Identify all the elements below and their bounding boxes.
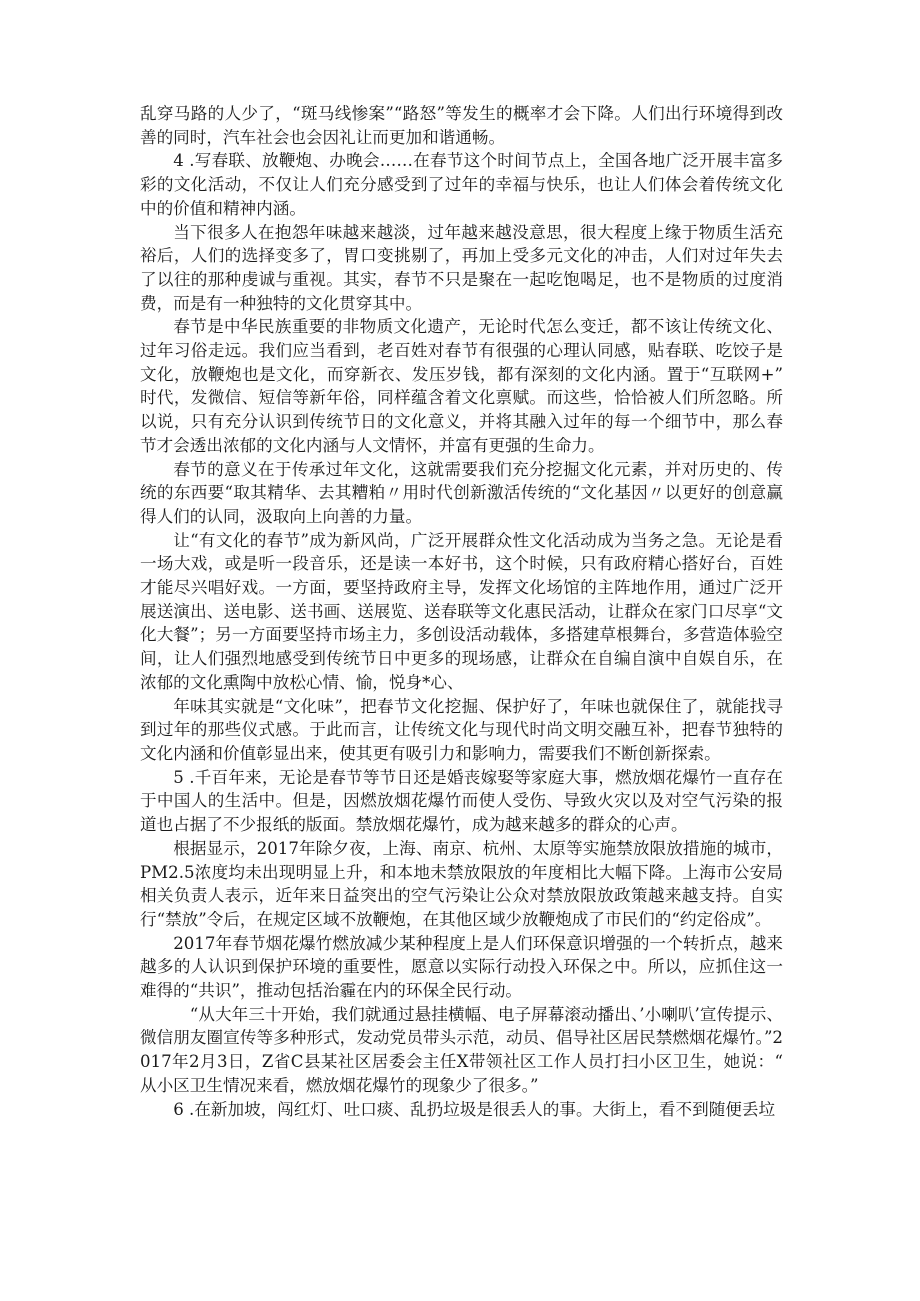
- paragraph-3: 当下很多人在抱怨年味越来越淡，过年越来越没意思，很大程度上缘于物质生活充裕后，人们的选择变多了，胃口变挑剔了，再加上受多元文化的冲击，人们对过年失去了以往的那种虔诚与重视。其实，春节不只是聚在一起吃饱喝足，也不是物质的过度消费，而是有一种独特的文化贯穿其中。: [140, 222, 783, 313]
- paragraph-11: “从大年三十开始，我们就通过悬挂横幅、电子屏幕滚动播出、’小喇叭’宣传提示、微信朋友圈宣传等多种形式，发动党员带头示范，动员、倡导社区居民禁燃烟花爆竹。”2017年2月3日，Z省C县某社区居委会主任X带领社区工作人员打扫小区卫生，她说：“从小区卫生情况来看，燃放烟花爆竹的现象少了很多。”: [140, 1004, 783, 1095]
- paragraph-4: 春节是中华民族重要的非物质文化遗产，无论时代怎么变迁，都不该让传统文化、过年习俗走远。我们应当看到，老百姓对春节有很强的心理认同感，贴春联、吃饺子是文化，放鞭炮也是文化，而穿新衣、发压岁钱，都有深刻的文化内涵。置于“互联网+”时代，发微信、短信等新年俗，同样蕴含着文化禀赋。而这些，恰恰被人们所忽略。所以说，只有充分认识到传统节日的文化意义，并将其融入过年的每一个细节中，那么春节才会透出浓郁的文化内涵与人文情怀，并富有更强的生命力。: [140, 317, 783, 455]
- paragraph-2: 4 .写春联、放鞭炮、办晚会……在春节这个时间节点上，全国各地广泛开展丰富多彩的文化活动，不仅让人们充分感受到了过年的幸福与快乐，也让人们体会着传统文化中的价值和精神内涵。: [140, 151, 783, 218]
- paragraph-12: 6 .在新加坡，闯红灯、吐口痰、乱扔垃圾是很丢人的事。大街上，看不到随便丢垃: [173, 1099, 776, 1119]
- paragraph-10: 2017年春节烟花爆竹燃放减少某种程度上是人们环保意识增强的一个转折点，越来越多的人认识到保护环境的重要性，愿意以实际行动投入环保之中。所以，应抓住这一难得的“共识”，推动包括治霾在内的环保全民行动。: [140, 933, 783, 1001]
- paragraph-5: 春节的意义在于传承过年文化，这就需要我们充分挖掘文化元素，并对历史的、传统的东西要“取其精华、去其糟粕〃用时代创新激活传统的“文化基因〃以更好的创意赢得人们的认同，汲取向上向善的力量。: [140, 459, 783, 526]
- paragraph-7: 年味其实就是“文化味”，把春节文化挖掘、保护好了，年味也就保住了，就能找寻到过年的那些仪式感。于此而言，让传统文化与现代时尚文明交融互补，把春节独特的文化内涵和价值彰显出来，使其更有吸引力和影响力，需要我们不断创新探索。: [140, 696, 783, 763]
- document-body: [140, 102, 783, 1121]
- paragraph-6: 让“有文化的春节”成为新风尚，广泛开展群众性文化活动成为当务之急。无论是看一场大戏，或是听一段音乐，还是读一本好书，这个时候，只有政府精心搭好台，百姓才能尽兴唱好戏。一方面，要坚持政府主导，发挥文化场馆的主阵地作用，通过广泛开展送演出、送电影、送书画、送展览、送春联等文化惠民活动，让群众在家门口尽享“文化大餐”；另一方面要坚持市场主力，多创设活动载体，多搭建草根舞台，多营造体验空间，让人们强烈地感受到传统节日中更多的现场感，让群众在自编自演中自娱自乐，在浓郁的文化熏陶中放松心情、愉，悦身*心、: [140, 530, 783, 692]
- paragraph-9: 根据显示，2017年除夕夜，上海、南京、杭州、太原等实施禁放限放措施的城市，PM2.5浓度均未出现明显上升，和本地未禁放限放的年度相比大幅下降。上海市公安局相关负责人表示，近年来日益突出的空气污染让公众对禁放限放政策越来越支持。自实行“禁放”令后，在规定区域不放鞭炮，在其他区域少放鞭炮成了市民们的“约定俗成”。: [140, 838, 783, 929]
- paragraph-8: 5 .千百年来，无论是春节等节日还是婚丧嫁娶等家庭大事，燃放烟花爆竹一直存在于中国人的生活中。但是，因燃放烟花爆竹而使人受伤、导致火灾以及对空气污染的报道也占据了不少报纸的版面。禁放烟花爆竹，成为越来越多的群众的心声。: [140, 767, 783, 835]
- paragraph-1: 乱穿马路的人少了，“斑马线惨案”“路怒”等发生的概率才会下降。人们出行环境得到改善的同时，汽车社会也会因礼让而更加和谐通畅。: [140, 104, 783, 147]
